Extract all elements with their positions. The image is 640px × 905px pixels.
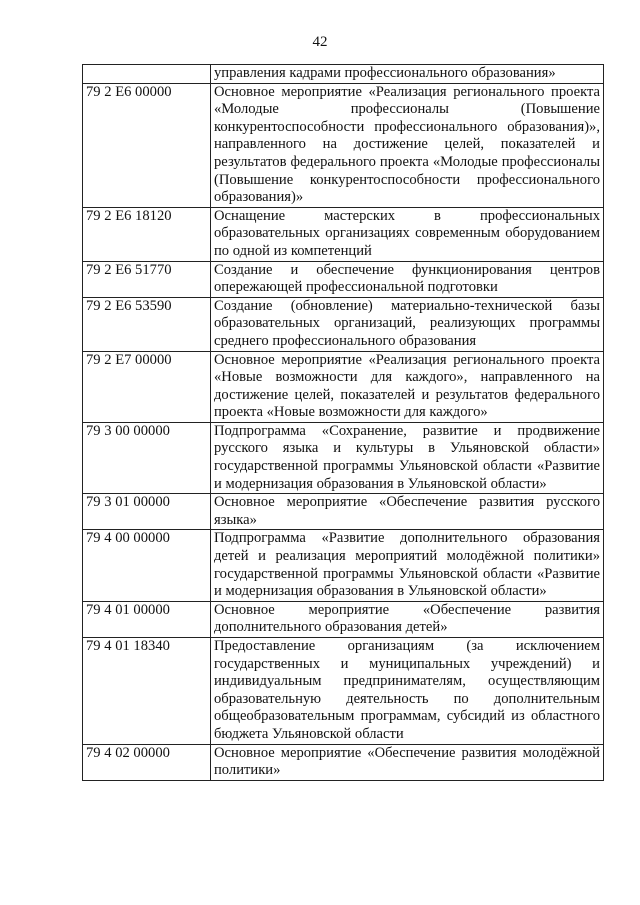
description-text: Основное мероприятие «Обеспечение развития русского языка»	[214, 494, 600, 528]
description-text: Основное мероприятие «Реализация регионального проекта «Новые возможности для каждого», направленного на достижение целей, показателей и результатов федерального проекта «Новые возможности для каждого»	[214, 351, 600, 421]
code-cell: 79 4 01 00000	[83, 601, 211, 637]
description-text: Предоставление организациям (за исключением государственных и муниципальных учреждений) и индивидуальным предпринимателям, осуществляющим образовательную деятельность по дополнительным общеобразовательным программам, субсидий из областного бюджета Ульяновской области	[214, 638, 600, 742]
description-cell	[211, 744, 604, 780]
table-row	[83, 494, 604, 530]
description-text: Подпрограмма «Сохранение, развитие и продвижение русского языка и культуры в Ульяновской области» государственной программы Ульяновской области «Развитие и модернизация образования в Ульяновской области»	[214, 422, 600, 492]
description-cell	[211, 351, 604, 422]
code-cell: 79 4 01 18340	[83, 638, 211, 745]
description-text: управления кадрами профессионального образования»	[214, 65, 556, 81]
description-cell	[211, 638, 604, 745]
code-cell	[83, 65, 211, 84]
code-cell: 79 3 01 00000	[83, 494, 211, 530]
description-cell	[211, 297, 604, 351]
table-row	[83, 297, 604, 351]
code-cell: 79 2 E6 51770	[83, 261, 211, 297]
code-cell: 79 2 E6 53590	[83, 297, 211, 351]
table-row	[83, 261, 604, 297]
description-text: Создание (обновление) материально-технической базы образовательных организаций, реализующих программы среднего профессионального образования	[214, 297, 600, 349]
description-text: Оснащение мастерских в профессиональных образовательных организациях современным оборудованием по одной из компетенций	[214, 207, 600, 259]
description-text: Основное мероприятие «Обеспечение развития дополнительного образования детей»	[214, 601, 600, 636]
description-cell	[211, 261, 604, 297]
table-row	[83, 83, 604, 207]
table-row	[83, 744, 604, 780]
description-text: Основное мероприятие «Обеспечение развития молодёжной политики»	[214, 744, 600, 779]
table-row	[83, 351, 604, 422]
table-row	[83, 530, 604, 601]
table-row	[83, 207, 604, 261]
description-cell	[211, 494, 604, 530]
description-text: Подпрограмма «Развитие дополнительного образования детей и реализация мероприятий молодёжной политики» государственной программы Ульяновской области «Развитие и модернизация образования в Ульяновской области»	[214, 530, 600, 600]
description-text: Основное мероприятие «Реализация регионального проекта «Молодые профессионалы (Повышение конкурентоспособности профессионального образования)», направленного на достижение целей, показателей и результатов федерального проекта «Молодые профессионалы (Повышение конкурентоспособности профессионального образования)»	[214, 83, 600, 206]
description-cell	[211, 207, 604, 261]
table-row	[83, 601, 604, 637]
description-cell	[211, 601, 604, 637]
page-number: 42	[312, 34, 328, 50]
code-cell: 79 2 E7 00000	[83, 351, 211, 422]
table-row	[83, 65, 604, 84]
description-cell	[211, 65, 604, 84]
description-cell	[211, 83, 604, 207]
table-row	[83, 422, 604, 493]
description-cell	[211, 422, 604, 493]
classification-table	[82, 64, 604, 781]
table-row	[83, 638, 604, 745]
code-cell: 79 3 00 00000	[83, 422, 211, 493]
code-cell: 79 2 E6 00000	[83, 83, 211, 207]
description-cell	[211, 530, 604, 601]
code-cell: 79 4 00 00000	[83, 530, 211, 601]
code-cell: 79 2 E6 18120	[83, 207, 211, 261]
description-text: Создание и обеспечение функционирования центров опережающей профессиональной подготовки	[214, 261, 600, 296]
code-cell: 79 4 02 00000	[83, 744, 211, 780]
